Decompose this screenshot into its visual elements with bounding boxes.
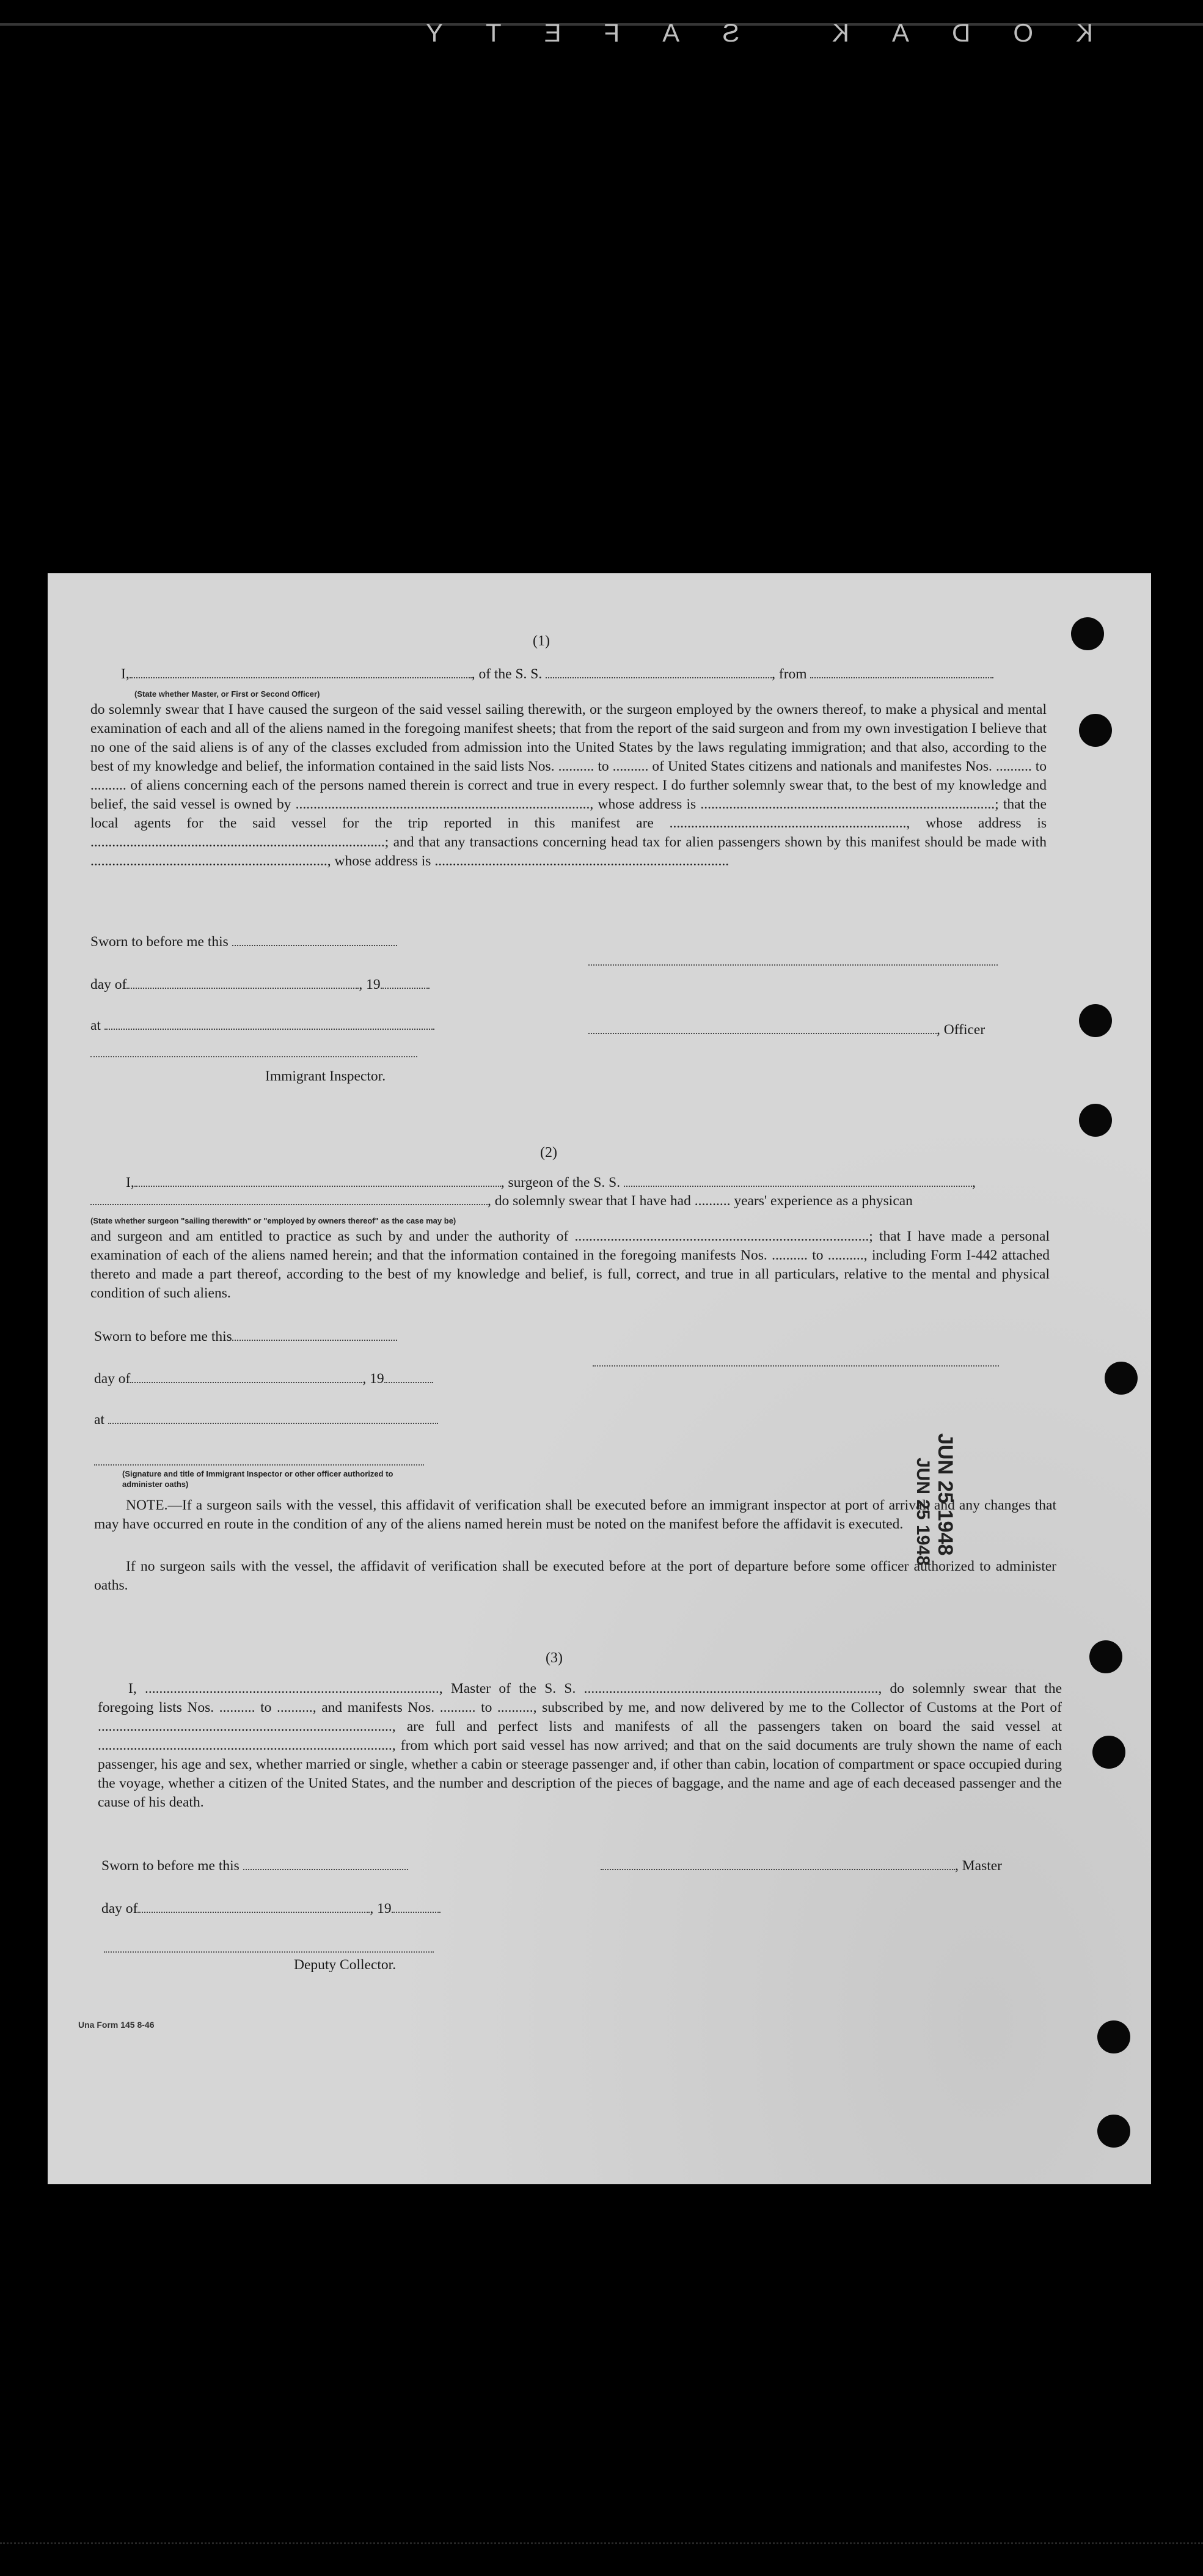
section-1-ss-label: , of the S. S. bbox=[471, 666, 543, 682]
section-2-note-para-2: If no surgeon sails with the vessel, the affidavit of verification shall be executed before at the port of departure before some officer authorized to administer oaths. bbox=[94, 1558, 1056, 1593]
section-3-master: , Master bbox=[601, 1857, 1002, 1876]
section-1-at: at bbox=[90, 1016, 434, 1035]
form-number: Una Form 145 8-46 bbox=[78, 2020, 155, 2030]
film-edge bbox=[0, 0, 1203, 49]
section-2-note-para-1: NOTE.—If a surgeon sails with the vessel, this affidavit of verification shall be executed before an immigrant inspector at port of arrival, and any changes that may have occurred en route in the condition of any of the aliens named herein must be noted on the manifest before the affidavit is executed. bbox=[94, 1497, 1056, 1532]
section-3-deputy-line bbox=[104, 1951, 434, 1953]
section-2-day-of: day of , 19 bbox=[94, 1370, 433, 1389]
section-1-signature-line bbox=[588, 964, 998, 966]
punch-hole bbox=[1089, 1640, 1122, 1673]
section-2-sig-note: (Signature and title of Immigrant Inspector or other officer authorized to administer oaths) bbox=[122, 1469, 393, 1489]
section-2-sworn: Sworn to before me this bbox=[94, 1327, 397, 1346]
punch-hole bbox=[1079, 1104, 1112, 1137]
section-1-number: (1) bbox=[533, 633, 550, 649]
section-3-sworn: Sworn to before me this bbox=[101, 1857, 408, 1876]
section-1-body: do solemnly swear that I have caused the surgeon of the said vessel sailing therewith, or the surgeon employed by the owners thereof, to make a physical and mental examination of each and all of the aliens named in the foregoing manifest sheets; that from the report of the said surgeon and from my own investigation I believe that no one of the said aliens is of any of the classes excluded from admission into the United States by the laws regulating immigration; and that also, according to the best of my knowledge and belief, the information contained in the said lists Nos. .......... to .......... of United States citizens and nationals and manifestes Nos. .......... to .......... of aliens concerning each of the persons named therein is correct and true in every respect. I do further solemnly swear that, to the best of my knowledge and belief, the said vessel is owned by .................................................................................., whose address is ..................................................................................; that the local agents for the said vessel for the trip reported in this manifest are .................................................................., whose address is ..................................................................................; and that any transactions concerning head tax for alien passengers shown by this manifest should be made with .................................................................., whose address is .................................................................................. bbox=[90, 702, 1047, 869]
section-2-number: (2) bbox=[540, 1145, 557, 1161]
section-1-inspector: Immigrant Inspector. bbox=[265, 1068, 386, 1084]
film-edge-bottom bbox=[0, 2542, 1203, 2556]
punch-hole bbox=[1097, 2020, 1130, 2053]
date-stamp-line-2: JUN 25 1948 bbox=[913, 1458, 933, 1566]
section-2-signature-line bbox=[593, 1365, 999, 1367]
punch-hole bbox=[1079, 714, 1112, 747]
section-1-day-of: day of , 19 bbox=[90, 975, 430, 994]
date-stamp-line-1: JUN 25 1948 bbox=[934, 1433, 957, 1556]
section-2-at: at bbox=[94, 1411, 438, 1429]
section-3-body: I, .................................................................................., Master of the S. S. .................................................................................., do solemnly swear that the foregoing lists Nos. .......... to .........., and manifests Nos. .......... to .........., subscribed by me, and now delivered by me to the Collector of Customs at the Port of .................................................................................., are full and perfect lists and manifests of all the passengers taken on board the said vessel at .................................................................................., from which port said vessel has now arrived; and that on the said documents are truly shown the name of each passenger, his age and sex, whether married or single, whether a cabin or steerage passenger and, if other than cabin, location of compartment or space occupied during the voyage, whether a citizen of the United States, and the number and description of the pieces of baggage, and the name and age of each deceased passenger and the cause of his death. bbox=[98, 1681, 1062, 1810]
section-1-sworn: Sworn to before me this bbox=[90, 933, 397, 952]
section-1-note: (State whether Master, or First or Second Officer) bbox=[134, 689, 320, 699]
section-2-second-line: , do solemnly swear that I have had .......... years' experience as a physican bbox=[90, 1192, 1056, 1211]
punch-hole bbox=[1079, 1004, 1112, 1037]
section-2-inspector-line bbox=[94, 1464, 424, 1466]
punch-hole bbox=[1105, 1362, 1138, 1395]
section-2-body: and surgeon and am entitled to practice as such by and under the authority of ..................................................................................; that I have made a personal examination of each of the aliens named herein; and that the information contained in the foregoing manifests Nos. .......... to .........., including Form I-442 attached thereto and made a part thereof, according to the best of my knowledge and belief, is full, correct, and true in all particulars, relative to the mental and physical condition of such aliens. bbox=[90, 1228, 1050, 1301]
section-3-day-of: day of , 19 bbox=[101, 1899, 441, 1918]
section-1-i: I, bbox=[121, 666, 130, 682]
manifest-affidavit-sheet bbox=[48, 573, 1151, 2184]
section-1-first-line bbox=[121, 665, 1050, 684]
section-2-note: (State whether surgeon "sailing therewith" or "employed by owners thereof" as the case may be) bbox=[90, 1216, 456, 1225]
section-2-first-line: I, , surgeon of the S. S. , bbox=[126, 1175, 976, 1191]
punch-hole bbox=[1092, 1736, 1125, 1769]
section-1-inspector-line bbox=[90, 1056, 417, 1057]
section-3-number: (3) bbox=[546, 1650, 563, 1666]
film-edge-text: KODAK SAFETY bbox=[382, 18, 1093, 47]
section-3-deputy: Deputy Collector. bbox=[294, 1957, 397, 1973]
section-1-officer: , Officer bbox=[588, 1021, 985, 1040]
punch-hole bbox=[1071, 617, 1104, 650]
punch-hole bbox=[1097, 2115, 1130, 2148]
section-1-from-label: , from bbox=[772, 666, 807, 682]
